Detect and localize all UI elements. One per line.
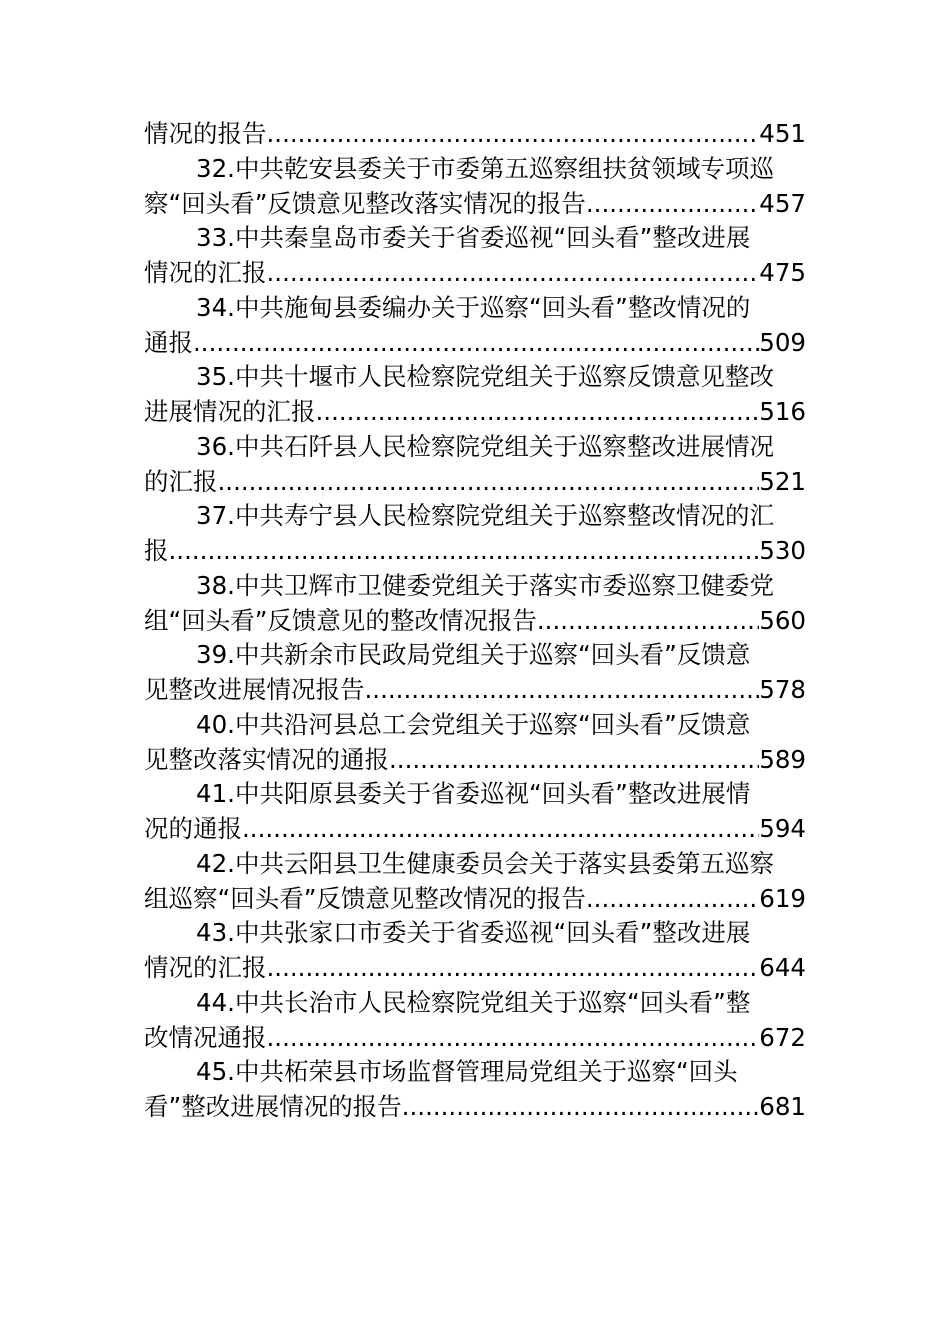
toc-entry-title: 见整改进展情况报告 [144, 675, 365, 704]
dot-leader [537, 604, 759, 639]
toc-entry-line [144, 1090, 806, 1125]
toc-entry-title: 况的通报 [144, 814, 242, 843]
toc-page-number: 521 [759, 466, 806, 496]
toc-page-number: 594 [759, 814, 806, 843]
toc-page-number: 681 [759, 1092, 806, 1121]
dot-leader [267, 256, 760, 291]
toc-entry-line: 38.中共卫辉市卫健委党组关于落实市委巡察卫健委党 [196, 570, 774, 600]
toc-entry-title: 改情况通报 [144, 1022, 267, 1052]
dot-leader [242, 812, 759, 847]
toc-entry-title: 组“回头看”反馈意见的整改情况报告 [144, 605, 537, 635]
toc-entry-line [144, 604, 806, 639]
toc-entry-line: 41.中共阳原县委关于省委巡视“回头看”整改进展情 [196, 779, 751, 809]
toc-entry-line [144, 256, 806, 291]
toc-entry-line: 43.中共张家口市委关于省委巡视“回头看”整改进展 [196, 918, 751, 948]
dot-leader [218, 465, 760, 500]
toc-entry-line [144, 743, 806, 778]
toc-entry-line [144, 534, 806, 569]
toc-entry-line [144, 951, 806, 986]
dot-leader [193, 326, 759, 361]
toc-entry-line [144, 465, 806, 500]
dot-leader [169, 534, 760, 569]
toc-entry-line: 45.中共柘荣县市场监督管理局党组关于巡察“回头 [196, 1057, 738, 1087]
toc-entry-title: 通报 [144, 327, 193, 357]
toc-entry-line: 44.中共长治市人民检察院党组关于巡察“回头看”整 [196, 987, 751, 1017]
toc-entry-title: 情况的汇报 [144, 953, 267, 982]
dot-leader [586, 187, 759, 222]
toc-entry-line [144, 395, 806, 430]
toc-page-number: 530 [759, 536, 806, 565]
toc-page-number: 457 [759, 188, 806, 218]
dot-leader [586, 882, 759, 917]
toc-page-number: 619 [759, 883, 806, 913]
toc-entry-title: 见整改落实情况的通报 [144, 744, 389, 774]
toc-entry-title: 察“回头看”反馈意见整改落实情况的报告 [144, 188, 586, 218]
toc-page-number: 475 [759, 258, 806, 287]
toc-entry-title: 报 [144, 536, 169, 565]
dot-leader [267, 117, 760, 152]
toc-entry-line: 39.中共新余市民政局党组关于巡察“回头看”反馈意 [196, 640, 751, 670]
toc-entry-line: 32.中共乾安县委关于市委第五巡察组扶贫领域专项巡 [196, 153, 774, 183]
toc-entry-line [144, 882, 806, 917]
toc-entry-line: 35.中共十堰市人民检察院党组关于巡察反馈意见整改 [196, 362, 774, 392]
dot-leader [267, 1021, 760, 1056]
toc-entry-title: 进展情况的汇报 [144, 397, 316, 426]
dot-leader [365, 673, 760, 708]
toc-entry-title: 情况的汇报 [144, 258, 267, 287]
toc-entry-line [144, 1021, 806, 1056]
toc-entry-line [144, 673, 806, 708]
toc-page-number: 516 [759, 397, 806, 426]
toc-entry-line [144, 812, 806, 847]
toc-entry-line: 40.中共沿河县总工会党组关于巡察“回头看”反馈意 [196, 709, 751, 739]
toc-entry-line: 37.中共寿宁县人民检察院党组关于巡察整改情况的汇 [196, 501, 774, 531]
toc-entry-title: 组巡察“回头看”反馈意见整改情况的报告 [144, 883, 586, 913]
toc-entry-title: 的汇报 [144, 466, 218, 496]
toc-entry-line [144, 187, 806, 222]
toc-entry-line [144, 117, 806, 152]
toc-page-number: 672 [759, 1022, 806, 1052]
toc-page-number: 589 [759, 744, 806, 774]
toc-page-number: 578 [759, 675, 806, 704]
table-of-contents [144, 117, 806, 1125]
toc-entry-line: 33.中共秦皇岛市委关于省委巡视“回头看”整改进展 [196, 223, 751, 253]
toc-entry-line: 34.中共施甸县委编办关于巡察“回头看”整改情况的 [196, 292, 751, 322]
toc-page-number: 644 [759, 953, 806, 982]
toc-page-number: 560 [759, 605, 806, 635]
toc-page-number: 451 [759, 119, 806, 148]
toc-page-number: 509 [759, 327, 806, 357]
dot-leader [267, 951, 760, 986]
dot-leader [316, 395, 760, 430]
dot-leader [402, 1090, 760, 1125]
toc-entry-title: 看”整改进展情况的报告 [144, 1092, 402, 1121]
toc-entry-line: 36.中共石阡县人民检察院党组关于巡察整改进展情况 [196, 431, 774, 461]
toc-entry-line: 42.中共云阳县卫生健康委员会关于落实县委第五巡察 [196, 848, 774, 878]
dot-leader [389, 743, 759, 778]
toc-entry-title: 情况的报告 [144, 119, 267, 148]
toc-entry-line [144, 326, 806, 361]
